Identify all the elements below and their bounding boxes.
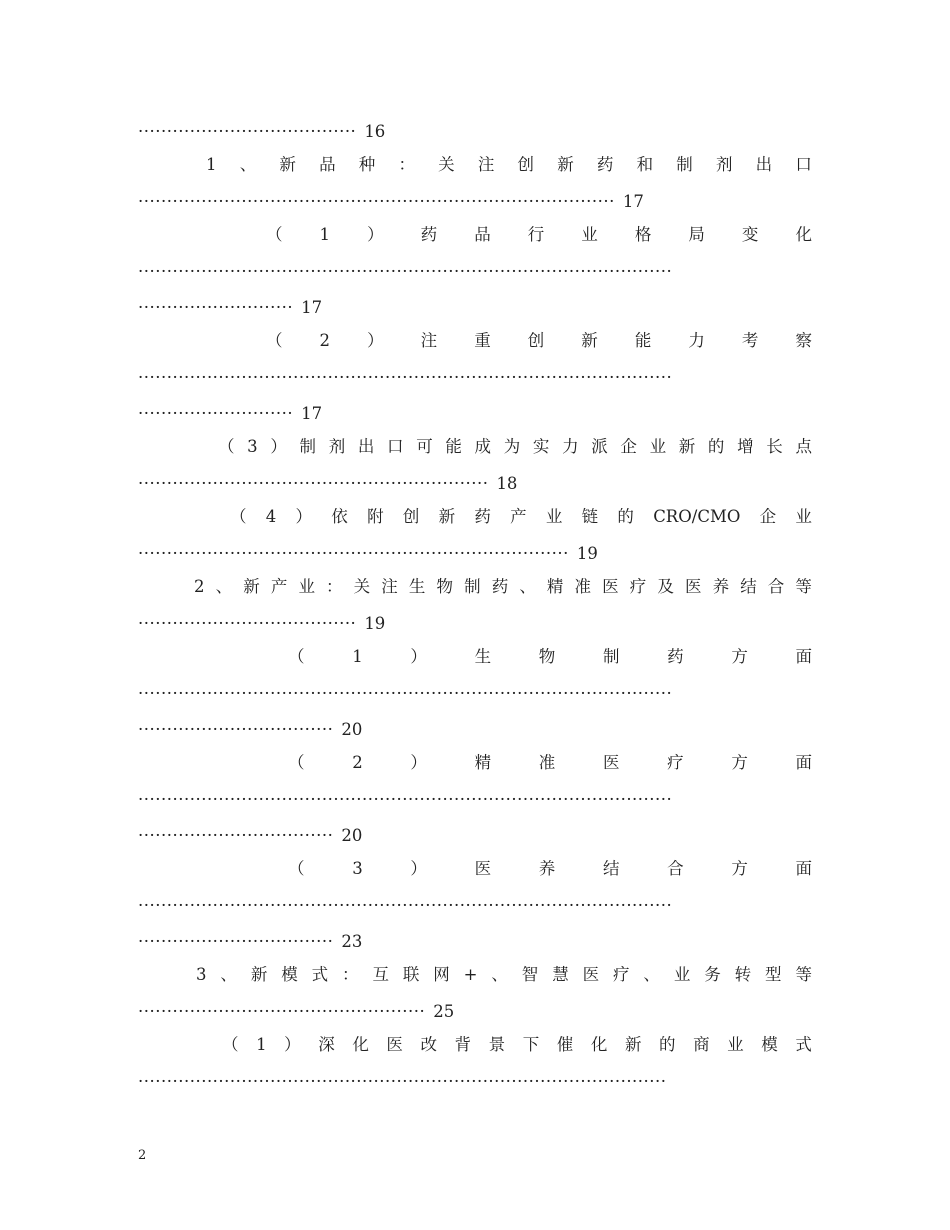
toc-title-char: 1 <box>352 647 363 666</box>
toc-title-char: 力 <box>562 437 579 456</box>
toc-title-char: （ <box>288 859 305 878</box>
leader-dots: ····························································································· <box>138 790 673 809</box>
toc-page-number: 20 <box>341 826 363 845</box>
toc-title-char: 物 <box>538 647 556 666</box>
toc-title-char: 制 <box>299 437 317 456</box>
toc-title-char: 医 <box>474 859 492 878</box>
leader-dots: ······································ <box>138 122 357 141</box>
toc-title-char: 面 <box>795 859 812 878</box>
toc-title-char: 的 <box>707 437 725 456</box>
toc-title-char: （ <box>266 225 283 244</box>
leader-dots: ·································· <box>138 932 334 951</box>
toc-title-char: 的 <box>617 507 634 526</box>
toc-title-char: ） <box>367 331 384 350</box>
toc-title-char: 创 <box>527 331 545 350</box>
toc-title-char: 模 <box>761 1035 778 1054</box>
toc-title-char: 合 <box>767 577 785 596</box>
toc-title-char: 结 <box>602 859 620 878</box>
toc-title-char: 3 <box>352 859 363 878</box>
toc-title-char: 方 <box>731 753 748 772</box>
toc-title-char: 改 <box>420 1035 437 1054</box>
toc-title-char: 业 <box>795 507 812 526</box>
toc-title-char: 化 <box>352 1035 369 1054</box>
toc-entry-title <box>194 577 812 597</box>
toc-title-char: ： <box>326 577 343 596</box>
toc-title-char: 新 <box>624 1035 642 1054</box>
leader-dots: ····························································································· <box>138 262 673 281</box>
toc-title-char: 、 <box>643 965 660 984</box>
toc-title-char: 医 <box>684 577 702 596</box>
toc-title-char: 及 <box>657 577 674 596</box>
leader-dots: ·································· <box>138 826 334 845</box>
toc-title-char: ） <box>367 225 384 244</box>
toc-title-char: 疗 <box>667 753 684 772</box>
toc-title-char: 链 <box>581 507 599 526</box>
toc-title-char: 察 <box>795 331 812 350</box>
toc-title-char: （ <box>222 1035 239 1054</box>
toc-title-char: 互 <box>372 965 389 984</box>
toc-title-char: （ <box>288 647 305 666</box>
toc-title-char: 创 <box>517 155 534 174</box>
toc-title-char: 业 <box>649 437 667 456</box>
toc-title-char: 面 <box>795 753 812 772</box>
toc-title-char: 剂 <box>715 155 733 174</box>
toc-title-char: 物 <box>436 577 453 596</box>
toc-title-char: 业 <box>545 507 563 526</box>
toc-title-char: 养 <box>712 577 730 596</box>
toc-title-char: 转 <box>734 965 752 984</box>
leader-dots: ···························································································· <box>138 1072 667 1091</box>
toc-title-char: 新 <box>279 155 296 174</box>
toc-title-char: （ <box>266 331 283 350</box>
toc-title-char: 催 <box>556 1035 574 1054</box>
toc-title-char: 3 <box>247 437 258 456</box>
toc-title-char: ） <box>270 437 287 456</box>
toc-title-char: 关 <box>438 155 455 174</box>
toc-title-char: 新 <box>250 965 268 984</box>
toc-leader-line <box>138 1072 812 1092</box>
toc-title-char: 等 <box>795 577 812 596</box>
toc-title-char: 业 <box>673 965 691 984</box>
toc-title-char: 注 <box>381 577 398 596</box>
toc-title-char: 医 <box>582 965 600 984</box>
toc-title-char: 式 <box>795 1035 812 1054</box>
toc-entry-title <box>288 647 812 667</box>
toc-leader-line <box>138 896 812 916</box>
toc-entry-title <box>206 155 812 175</box>
toc-title-char: 、 <box>519 577 536 596</box>
toc-title-char: ： <box>398 155 415 174</box>
toc-title-char: 联 <box>402 965 420 984</box>
toc-title-char: 关 <box>353 577 371 596</box>
toc-title-char: 3 <box>196 965 207 984</box>
toc-leader-line <box>138 544 812 564</box>
toc-leader-line <box>138 720 812 740</box>
toc-entry-title <box>218 437 812 457</box>
toc-entry-title <box>266 331 812 351</box>
toc-title-char: 力 <box>688 331 705 350</box>
toc-title-char: 精 <box>474 753 492 772</box>
toc-title-char: 业 <box>727 1035 744 1054</box>
toc-leader-line <box>138 298 812 318</box>
toc-title-char: 、 <box>215 577 233 596</box>
toc-title-char: 化 <box>795 225 812 244</box>
toc-title-char: 、 <box>491 965 508 984</box>
toc-title-char: 制 <box>464 577 481 596</box>
toc-title-char: 2 <box>194 577 205 596</box>
leader-dots: ····························································································· <box>138 684 673 703</box>
toc-title-char: 药 <box>491 577 509 596</box>
toc-title-char: 长 <box>766 437 783 456</box>
toc-title-char: （ <box>218 437 235 456</box>
toc-title-char: 附 <box>367 507 384 526</box>
toc-title-char: 生 <box>474 647 492 666</box>
toc-title-char: 新 <box>678 437 696 456</box>
toc-title-char: 准 <box>538 753 556 772</box>
toc-page-number: 17 <box>622 192 644 211</box>
toc-title-char: 1 <box>319 225 331 244</box>
toc-title-char: ） <box>295 507 313 526</box>
toc-title-char: 等 <box>795 965 812 984</box>
page-number: 2 <box>138 1148 147 1163</box>
toc-title-char: 创 <box>402 507 420 526</box>
toc-title-char: 品 <box>319 155 336 174</box>
toc-title-char: 医 <box>602 577 619 596</box>
toc-leader-line <box>138 192 812 212</box>
toc-title-char: 重 <box>474 331 491 350</box>
toc-entry-title <box>288 859 812 879</box>
toc-title-char: 商 <box>693 1035 710 1054</box>
toc-title-char: 深 <box>318 1035 335 1054</box>
toc-title-char: 、 <box>239 155 257 174</box>
toc-leader-line <box>138 262 812 282</box>
toc-title-char: 派 <box>591 437 608 456</box>
toc-leader-line <box>138 684 812 704</box>
toc-leader-line <box>138 932 812 952</box>
toc-title-char: 1 <box>256 1035 267 1054</box>
toc-title-char: ） <box>410 859 427 878</box>
toc-title-char: 景 <box>488 1035 506 1054</box>
toc-page-number: 17 <box>301 298 323 317</box>
toc-title-char: 下 <box>522 1035 540 1054</box>
toc-title-char: 业 <box>581 225 598 244</box>
toc-title-char: 种 <box>358 155 376 174</box>
toc-title-char: 的 <box>659 1035 676 1054</box>
toc-title-char: 药 <box>420 225 438 244</box>
toc-title-char: 药 <box>667 647 684 666</box>
toc-title-char: 疗 <box>629 577 647 596</box>
toc-title-char: 2 <box>352 753 363 772</box>
toc-title-char: 口 <box>795 155 812 174</box>
toc-page-number: 16 <box>364 122 386 141</box>
toc-title-char: 实 <box>532 437 550 456</box>
toc-title-char: 疗 <box>613 965 630 984</box>
toc-title-char: 结 <box>740 577 757 596</box>
toc-title-char: 1 <box>206 155 217 174</box>
leader-dots: ··························· <box>138 298 294 317</box>
toc-title-char: 制 <box>676 155 693 174</box>
toc-title-char: 方 <box>731 647 748 666</box>
toc-entry-title <box>288 753 812 773</box>
leader-dots: ····························································································· <box>138 368 673 387</box>
leader-dots: ··········································································· <box>138 544 569 563</box>
toc-title-char: 考 <box>741 331 759 350</box>
toc-title-char: 准 <box>574 577 592 596</box>
toc-leader-line <box>138 474 812 494</box>
toc-title-char: CRO/CMO <box>653 507 741 526</box>
toc-title-char: 医 <box>386 1035 403 1054</box>
toc-title-char: 面 <box>795 647 812 666</box>
toc-title-char: 网 <box>433 965 450 984</box>
toc-title-char: 成 <box>474 437 492 456</box>
toc-title-char: 药 <box>596 155 614 174</box>
toc-title-char: 4 <box>265 507 277 526</box>
toc-leader-line <box>138 614 812 634</box>
toc-title-char: 企 <box>759 507 777 526</box>
leader-dots: ··························· <box>138 404 294 423</box>
toc-title-char: 能 <box>634 331 652 350</box>
toc-leader-line <box>138 790 812 810</box>
toc-title-char: 增 <box>737 437 754 456</box>
toc-title-char: 、 <box>220 965 237 984</box>
toc-title-char: ： <box>342 965 359 984</box>
toc-leader-line <box>138 1002 812 1022</box>
toc-title-char: 注 <box>477 155 495 174</box>
toc-title-char: 背 <box>454 1035 472 1054</box>
leader-dots: ····························································· <box>138 474 489 493</box>
toc-title-char: 2 <box>319 331 331 350</box>
toc-page-number: 19 <box>576 544 598 563</box>
toc-title-char: 新 <box>243 577 260 596</box>
toc-leader-line <box>138 368 812 388</box>
toc-page-number: 23 <box>341 932 363 951</box>
toc-title-char: 可 <box>416 437 433 456</box>
toc-page-number: 20 <box>341 720 363 739</box>
toc-title-char: 新 <box>557 155 574 174</box>
toc-title-char: 局 <box>688 225 705 244</box>
toc-page-number: 17 <box>301 404 323 423</box>
toc-title-char: + <box>463 965 478 984</box>
toc-title-char: 式 <box>311 965 329 984</box>
toc-title-char: 制 <box>602 647 620 666</box>
toc-title-char: ） <box>284 1035 301 1054</box>
toc-title-char: 方 <box>731 859 748 878</box>
toc-title-char: 药 <box>474 507 491 526</box>
toc-title-char: 行 <box>527 225 545 244</box>
toc-title-char: 口 <box>387 437 404 456</box>
toc-title-char: 出 <box>357 437 375 456</box>
leader-dots: ·································· <box>138 720 334 739</box>
toc-entry-title <box>230 507 812 527</box>
toc-title-char: 务 <box>704 965 721 984</box>
toc-page-number: 19 <box>364 614 386 633</box>
toc-title-char: 格 <box>634 225 652 244</box>
toc-entry-title <box>196 965 812 985</box>
toc-entry-title <box>266 225 812 245</box>
toc-title-char: 智 <box>521 965 539 984</box>
toc-title-char: （ <box>288 753 305 772</box>
toc-title-char: 合 <box>667 859 684 878</box>
leader-dots: ····························································································· <box>138 896 673 915</box>
toc-title-char: 品 <box>474 225 491 244</box>
toc-leader-line <box>138 122 812 142</box>
toc-title-char: 和 <box>636 155 654 174</box>
toc-title-char: 出 <box>755 155 773 174</box>
toc-title-char: 能 <box>445 437 462 456</box>
toc-title-char: （ <box>230 507 247 526</box>
leader-dots: ······································ <box>138 614 357 633</box>
toc-leader-line <box>138 826 812 846</box>
toc-title-char: 精 <box>546 577 564 596</box>
toc-title-char: 产 <box>510 507 527 526</box>
toc-title-char: 产 <box>270 577 288 596</box>
toc-title-char: ） <box>410 647 427 666</box>
toc-title-char: 业 <box>298 577 315 596</box>
toc-title-char: 医 <box>602 753 620 772</box>
toc-page-number: 18 <box>496 474 518 493</box>
toc-page-number: 25 <box>433 1002 455 1021</box>
toc-title-char: 注 <box>420 331 438 350</box>
toc-title-char: 依 <box>331 507 348 526</box>
toc-title-char: 点 <box>795 437 812 456</box>
toc-title-char: 模 <box>281 965 298 984</box>
toc-title-char: 为 <box>503 437 521 456</box>
leader-dots: ··················································································· <box>138 192 615 211</box>
toc-title-char: 生 <box>408 577 426 596</box>
toc-title-char: ） <box>410 753 427 772</box>
toc-title-char: 慧 <box>552 965 569 984</box>
toc-title-char: 新 <box>581 331 598 350</box>
toc-title-char: 化 <box>590 1035 608 1054</box>
toc-leader-line <box>138 404 812 424</box>
toc-title-char: 剂 <box>328 437 346 456</box>
toc-title-char: 新 <box>438 507 456 526</box>
toc-entry-title <box>222 1035 812 1055</box>
toc-title-char: 养 <box>538 859 556 878</box>
leader-dots: ·················································· <box>138 1002 426 1021</box>
toc-title-char: 企 <box>620 437 637 456</box>
toc-title-char: 变 <box>741 225 759 244</box>
toc-title-char: 型 <box>765 965 782 984</box>
